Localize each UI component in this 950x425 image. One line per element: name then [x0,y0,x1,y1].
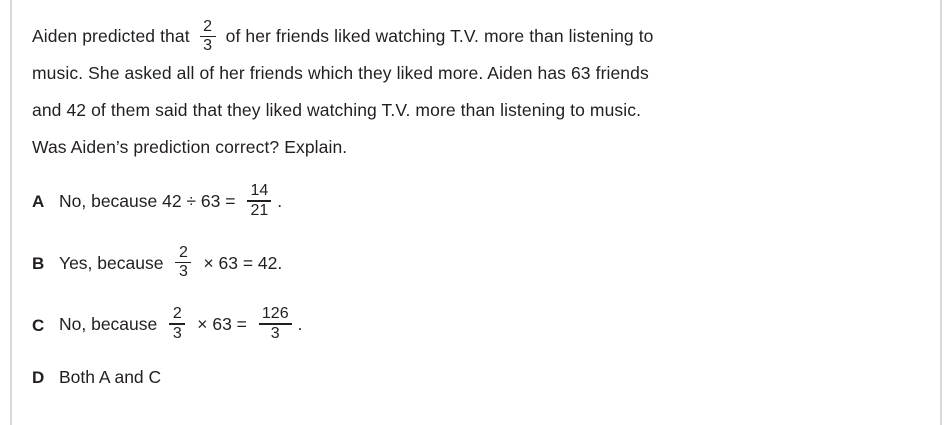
fraction-denominator: 3 [270,324,280,342]
question-stem [32,18,910,166]
choice-c-text-3: . [297,314,303,335]
choice-c[interactable] [32,307,910,343]
choice-d-letter: D [32,368,45,388]
fraction-onetwentysix-thirds [259,306,292,342]
choice-d-text-1: Both A and C [59,366,162,387]
fraction-numerator: 2 [178,243,188,261]
choice-c-text-2: × 63 = [197,314,247,335]
choice-c-body [58,307,303,343]
fraction-numerator: 2 [203,17,213,35]
question-line-2: music. She asked all of her friends which they liked more. Aiden has 63 friends [32,63,649,84]
fraction-denominator: 3 [172,324,182,342]
fraction-numerator: 14 [250,182,269,200]
choice-b[interactable] [32,243,910,282]
choice-b-letter: B [32,254,45,274]
question-line-1-pre: Aiden predicted that [32,26,190,46]
fraction-two-thirds-b [175,245,191,281]
choice-b-text-2: × 63 = 42. [203,252,283,273]
question-line-1 [32,18,910,55]
choice-a-body [58,184,283,220]
fraction-denominator: 3 [203,37,213,55]
question-content [32,18,910,412]
fraction-numerator: 2 [172,305,182,323]
fraction-two-thirds-c [169,306,185,342]
fraction-denominator: 21 [250,201,269,219]
answer-choices [32,184,910,386]
choice-a-text-1: No, because 42 ÷ 63 = [59,191,236,212]
fraction-fourteen-twentyoneths [247,183,271,219]
choice-c-text-1: No, because [59,314,158,335]
choice-a[interactable] [32,184,910,220]
choice-b-text-1: Yes, because [59,252,164,273]
fraction-two-thirds-stem [200,19,216,55]
fraction-numerator: 126 [261,305,289,323]
choice-d[interactable] [32,366,910,388]
choice-d-body [58,366,162,387]
choice-b-body [58,243,283,282]
choice-a-text-2: . [277,191,283,212]
left-margin-rule [10,0,12,425]
choice-c-letter: C [32,315,45,335]
choice-a-letter: A [32,192,45,212]
question-line-3: and 42 of them said that they liked watching T.V. more than listening to music. [32,100,642,121]
question-line-1-post: of her friends liked watching T.V. more than listening to [225,26,654,46]
right-margin-rule [940,0,942,425]
question-line-4: Was Aiden’s prediction correct? Explain. [32,137,348,158]
fraction-denominator: 3 [178,263,188,281]
